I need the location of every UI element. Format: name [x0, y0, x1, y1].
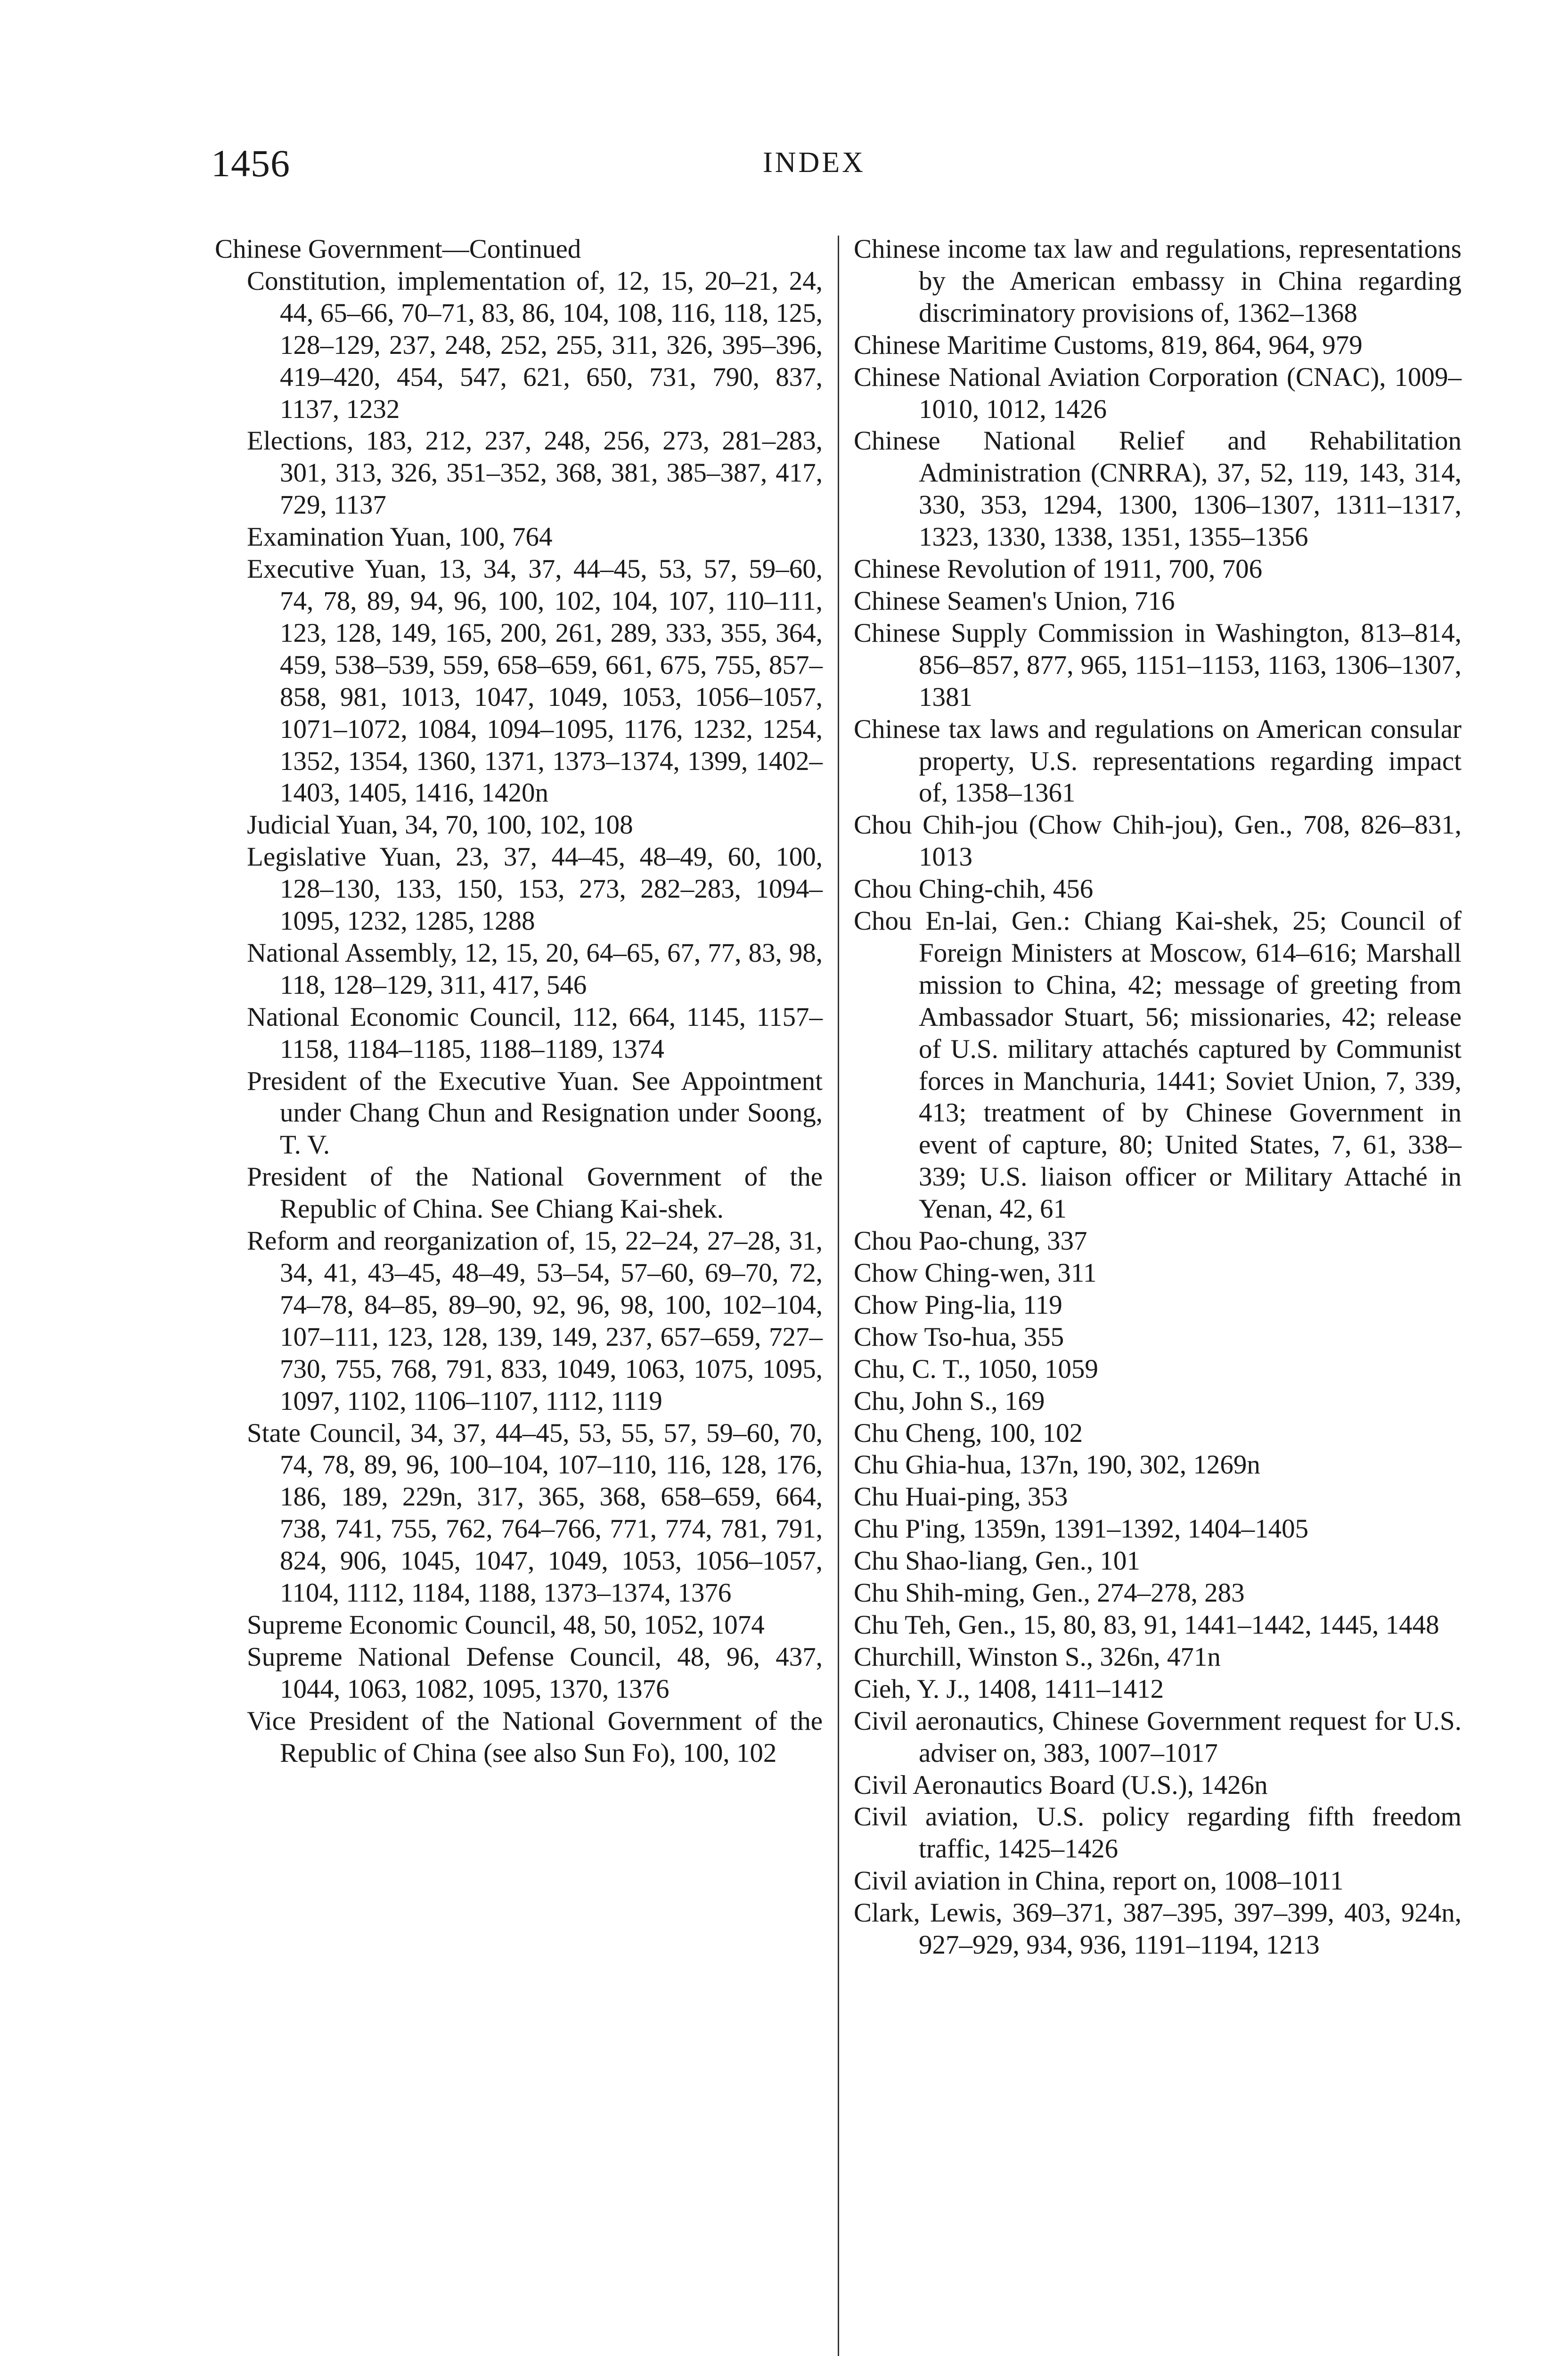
index-entry: Chu Huai-ping, 353: [854, 1482, 1068, 1512]
page-number: 1456: [211, 142, 290, 185]
index-entry: Chow Ching-wen, 311: [854, 1258, 1097, 1288]
left-column: [215, 233, 823, 1769]
running-head: INDEX: [763, 147, 866, 179]
index-entry: Vice President of the National Government of the Republic of China (see also Sun Fo), 100, 102: [247, 1706, 823, 1768]
left-entry-list: [215, 265, 823, 1769]
index-entry: Chu, C. T., 1050, 1059: [854, 1354, 1098, 1384]
index-entry: Civil aviation, U.S. policy regarding fifth freedom traffic, 1425–1426: [854, 1802, 1462, 1864]
index-entry: Chou Ching-chih, 456: [854, 874, 1094, 904]
column-divider: [838, 236, 839, 2356]
index-entry: Chou Chih-jou (Chow Chih-jou), Gen., 708, 826–831, 1013: [854, 810, 1462, 872]
index-entry: Executive Yuan, 13, 34, 37, 44–45, 53, 57, 59–60, 74, 78, 89, 94, 96, 100, 102, 104, 107, 110–111, 123, 128, 149, 165, 200, 261, 289, 333, 355, 364, 459, 538–539, 559, 658–659, 661, 675, 755, 857–858, 981, 1013, 1047, 1049, 1053, 1056–1057, 1071–1072, 1084, 1094–1095, 1176, 1232, 1254, 1352, 1354, 1360, 1371, 1373–1374, 1399, 1402–1403, 1405, 1416, 1420n: [247, 554, 823, 808]
index-entry: Chu, John S., 169: [854, 1386, 1045, 1416]
index-entry: Chow Tso-hua, 355: [854, 1322, 1064, 1352]
index-entry: Elections, 183, 212, 237, 248, 256, 273, 281–283, 301, 313, 326, 351–352, 368, 381, 385–387, 417, 729, 1137: [247, 426, 823, 520]
index-entry: Constitution, implementation of, 12, 15, 20–21, 24, 44, 65–66, 70–71, 83, 86, 104, 108, 116, 118, 125, 128–129, 237, 248, 252, 255, 311, 326, 395–396, 419–420, 454, 547, 621, 650, 731, 790, 837, 1137, 1232: [247, 266, 823, 424]
continued-heading: Chinese Government—Continued: [215, 234, 581, 264]
index-entry: Examination Yuan, 100, 764: [247, 522, 553, 552]
index-entry: Chinese National Aviation Corporation (CNAC), 1009–1010, 1012, 1426: [854, 362, 1462, 424]
index-entry: Civil Aeronautics Board (U.S.), 1426n: [854, 1770, 1268, 1800]
index-entry: President of the National Government of the Republic of China. See Chiang Kai-shek.: [247, 1162, 823, 1224]
index-entry: Civil aeronautics, Chinese Government request for U.S. adviser on, 383, 1007–1017: [854, 1706, 1462, 1768]
index-entry: Chinese Seamen's Union, 716: [854, 586, 1175, 616]
index-entry: Chu Ghia-hua, 137n, 190, 302, 1269n: [854, 1450, 1260, 1480]
index-entry: Supreme National Defense Council, 48, 96, 437, 1044, 1063, 1082, 1095, 1370, 1376: [247, 1642, 823, 1704]
right-entry-list: [854, 233, 1462, 1961]
index-entry: Chu Shao-liang, Gen., 101: [854, 1546, 1140, 1576]
index-entry: Clark, Lewis, 369–371, 387–395, 397–399, 403, 924n, 927–929, 934, 936, 1191–1194, 1213: [854, 1898, 1462, 1960]
index-entry: Chinese income tax law and regulations, representations by the American embassy in China regarding discriminatory provisions of, 1362–1368: [854, 234, 1462, 328]
index-entry: Chinese Supply Commission in Washington, 813–814, 856–857, 877, 965, 1151–1153, 1163, 1306–1307, 1381: [854, 618, 1462, 712]
index-entry: State Council, 34, 37, 44–45, 53, 55, 57, 59–60, 70, 74, 78, 89, 96, 100–104, 107–110, 116, 128, 176, 186, 189, 229n, 317, 365, 368, 658–659, 664, 738, 741, 755, 762, 764–766, 771, 774, 781, 791, 824, 906, 1045, 1047, 1049, 1053, 1056–1057, 1104, 1112, 1184, 1188, 1373–1374, 1376: [247, 1418, 823, 1608]
index-entry: Civil aviation in China, report on, 1008–1011: [854, 1866, 1344, 1896]
index-entry: Chu Shih-ming, Gen., 274–278, 283: [854, 1578, 1245, 1608]
index-entry: Chinese tax laws and regulations on American consular property, U.S. representations regarding impact of, 1358–1361: [854, 714, 1462, 808]
index-entry: Chow Ping-lia, 119: [854, 1290, 1062, 1320]
index-entry: Reform and reorganization of, 15, 22–24, 27–28, 31, 34, 41, 43–45, 48–49, 53–54, 57–60, 69–70, 72, 74–78, 84–85, 89–90, 92, 96, 98, 100, 102–104, 107–111, 123, 128, 139, 149, 237, 657–659, 727–730, 755, 768, 791, 833, 1049, 1063, 1075, 1095, 1097, 1102, 1106–1107, 1112, 1119: [247, 1226, 823, 1416]
index-entry: National Economic Council, 112, 664, 1145, 1157–1158, 1184–1185, 1188–1189, 1374: [247, 1002, 823, 1064]
index-entry: Legislative Yuan, 23, 37, 44–45, 48–49, 60, 100, 128–130, 133, 150, 153, 273, 282–283, 1094–1095, 1232, 1285, 1288: [247, 842, 823, 936]
index-entry: Supreme Economic Council, 48, 50, 1052, 1074: [247, 1610, 765, 1640]
index-entry: Churchill, Winston S., 326n, 471n: [854, 1642, 1221, 1672]
index-entry: Chou Pao-chung, 337: [854, 1226, 1087, 1256]
page-header: [211, 141, 1417, 198]
index-entry: Chinese Maritime Customs, 819, 864, 964, 979: [854, 330, 1363, 360]
index-entry: Judicial Yuan, 34, 70, 100, 102, 108: [247, 810, 633, 840]
index-entry: Chu P'ing, 1359n, 1391–1392, 1404–1405: [854, 1514, 1309, 1544]
index-entry: National Assembly, 12, 15, 20, 64–65, 67, 77, 83, 98, 118, 128–129, 311, 417, 546: [247, 938, 823, 1000]
index-entry: Chinese National Relief and Rehabilitation Administration (CNRRA), 37, 52, 119, 143, 314, 330, 353, 1294, 1300, 1306–1307, 1311–1317, 1323, 1330, 1338, 1351, 1355–1356: [854, 426, 1462, 552]
index-entry: President of the Executive Yuan. See Appointment under Chang Chun and Resignation under Soong, T. V.: [247, 1066, 823, 1160]
index-entry: Chu Cheng, 100, 102: [854, 1418, 1083, 1448]
index-entry: Chinese Revolution of 1911, 700, 706: [854, 554, 1263, 584]
index-entry: Cieh, Y. J., 1408, 1411–1412: [854, 1674, 1164, 1704]
index-entry: Chou En-lai, Gen.: Chiang Kai-shek, 25; Council of Foreign Ministers at Moscow, 614–616; Marshall mission to China, 42; message of greeting from Ambassador Stuart, 56; missionaries, 42; release of U.S. military attachés captured by Communist forces in Manchuria, 1441; Soviet Union, 7, 339, 413; treatment of by Chinese Government in event of capture, 80; United States, 7, 61, 338–339; U.S. liaison officer or Military Attaché in Yenan, 42, 61: [854, 906, 1462, 1224]
right-column: [854, 233, 1462, 1961]
index-entry: Chu Teh, Gen., 15, 80, 83, 91, 1441–1442, 1445, 1448: [854, 1610, 1439, 1640]
